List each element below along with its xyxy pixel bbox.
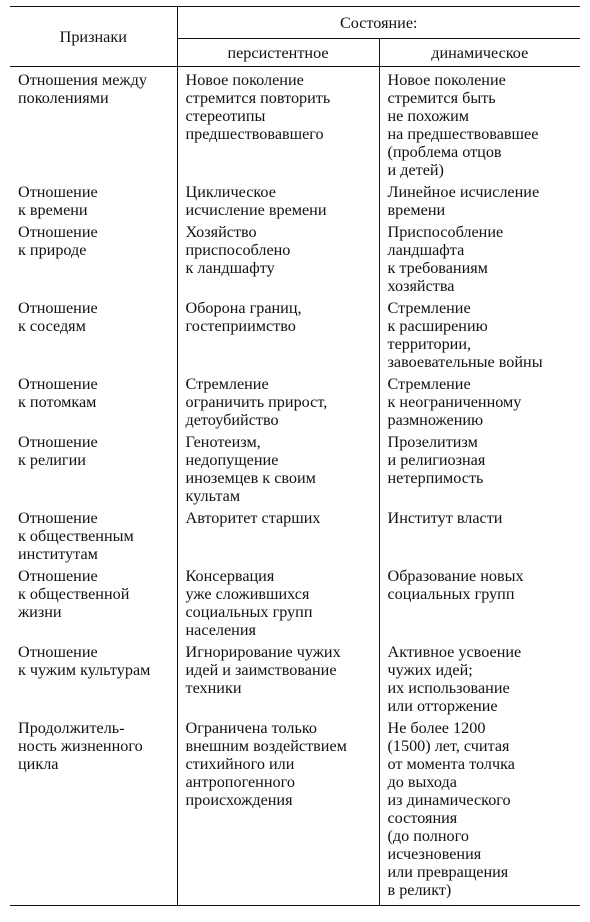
header-dynamic: динамическое xyxy=(379,39,580,67)
cell-text-line: в реликт) xyxy=(387,881,452,899)
cell-text-line: Прозелитизм xyxy=(387,433,478,451)
cell-text-line: к потомкам xyxy=(18,393,97,411)
cell-text-line: антропогенного xyxy=(185,773,295,791)
cell-dynamic xyxy=(379,299,580,375)
cell-persistent xyxy=(177,183,379,223)
cell-text-line: идей и заимствование xyxy=(185,661,337,679)
cell-dynamic xyxy=(379,67,580,184)
table-row xyxy=(10,643,580,719)
cell-sign xyxy=(10,183,177,223)
cell-text-line: Приспособление xyxy=(387,223,504,241)
cell-text-line: к расширению xyxy=(387,317,488,335)
cell-text-line: к соседям xyxy=(18,317,86,335)
cell-dynamic xyxy=(379,719,580,906)
cell-text-line: к общественным xyxy=(18,527,134,545)
cell-text-line: приспособлено xyxy=(185,241,291,259)
cell-sign xyxy=(10,299,177,375)
table-row xyxy=(10,67,580,184)
cell-text-line: на предшествовавшее xyxy=(387,125,539,143)
cell-sign xyxy=(10,223,177,299)
cell-text-line: размножению xyxy=(387,411,484,429)
cell-text-line: Новое поколение xyxy=(387,71,506,89)
cell-text-line: детоубийство xyxy=(185,411,279,429)
cell-text-line: (проблема отцов xyxy=(387,143,502,161)
cell-sign xyxy=(10,719,177,906)
cell-text-line: Консервация xyxy=(185,567,275,585)
cell-text-line: Циклическое xyxy=(185,183,276,201)
cell-text-line: до выхода xyxy=(387,773,457,791)
cell-text-line: Не более 1200 xyxy=(387,719,486,737)
cell-sign xyxy=(10,67,177,184)
table-row xyxy=(10,509,580,567)
cell-text-line: к природе xyxy=(18,241,87,259)
table-body xyxy=(10,67,580,906)
cell-text-line: исчисление времени xyxy=(185,201,327,219)
cell-text-line: Отношение xyxy=(18,509,98,527)
cell-text-line: происхождения xyxy=(185,791,293,809)
cell-text-line: цикла xyxy=(18,755,59,773)
cell-text-line: поколениями xyxy=(18,89,109,107)
cell-text-line: Институт власти xyxy=(387,509,503,527)
cell-text-line: Отношение xyxy=(18,183,98,201)
cell-text-line: гостеприимство xyxy=(185,317,296,335)
cell-text-line: стремится повторить xyxy=(185,89,331,107)
cell-dynamic xyxy=(379,375,580,433)
cell-text-line: времени xyxy=(387,201,446,219)
table-row xyxy=(10,375,580,433)
cell-dynamic xyxy=(379,433,580,509)
cell-text-line: Активное усвоение xyxy=(387,643,522,661)
cell-text-line: Образование новых xyxy=(387,567,524,585)
cell-text-line: Отношение xyxy=(18,567,98,585)
table-row xyxy=(10,183,580,223)
header-persistent: персистентное xyxy=(177,39,379,67)
cell-text-line: их использование xyxy=(387,679,510,697)
cell-text-line: внешним воздействием xyxy=(185,737,347,755)
cell-text-line: ность жизненного xyxy=(18,737,143,755)
cell-text-line: территории, xyxy=(387,335,472,353)
cell-text-line: уже сложившихся xyxy=(185,585,310,603)
cell-dynamic xyxy=(379,567,580,643)
cell-text-line: к чужим культурам xyxy=(18,661,151,679)
cell-text-line: к неограниченному xyxy=(387,393,522,411)
cell-text-line: Оборона границ, xyxy=(185,299,302,317)
cell-text-line: недопущение xyxy=(185,451,279,469)
cell-text-line: к общественной xyxy=(18,585,130,603)
cell-text-line: жизни xyxy=(18,603,62,621)
cell-persistent xyxy=(177,643,379,719)
table-row xyxy=(10,299,580,375)
cell-persistent xyxy=(177,223,379,299)
cell-dynamic xyxy=(379,223,580,299)
cell-dynamic xyxy=(379,183,580,223)
cell-text-line: Новое поколение xyxy=(185,71,304,89)
cell-text-line: институтам xyxy=(18,545,98,563)
cell-text-line: к религии xyxy=(18,451,86,469)
cell-sign xyxy=(10,567,177,643)
cell-text-line: Отношения между xyxy=(18,71,147,89)
table-row xyxy=(10,719,580,906)
cell-text-line: Ограничена только xyxy=(185,719,317,737)
cell-text-line: предшествовавшего xyxy=(185,125,324,143)
cell-text-line: Стремление xyxy=(185,375,269,393)
cell-text-line: населения xyxy=(185,621,256,639)
cell-text-line: Продолжитель- xyxy=(18,719,125,737)
cell-text-line: Отношение xyxy=(18,433,98,451)
cell-text-line: социальных групп xyxy=(185,603,313,621)
cell-text-line: стереотипы xyxy=(185,107,266,125)
cell-text-line: Отношение xyxy=(18,375,98,393)
cell-text-line: стремится быть xyxy=(387,89,496,107)
cell-persistent xyxy=(177,719,379,906)
cell-dynamic xyxy=(379,509,580,567)
cell-text-line: социальных групп xyxy=(387,585,515,603)
cell-text-line: Отношение xyxy=(18,299,98,317)
header-state: Состояние: xyxy=(177,7,580,39)
cell-text-line: Линейное исчисление xyxy=(387,183,540,201)
cell-dynamic xyxy=(379,643,580,719)
cell-persistent xyxy=(177,567,379,643)
cell-text-line: нетерпимость xyxy=(387,469,484,487)
cell-text-line: Стремление xyxy=(387,299,471,317)
table-header xyxy=(10,7,580,67)
cell-text-line: (1500) лет, считая xyxy=(387,737,510,755)
cell-text-line: Отношение xyxy=(18,643,98,661)
cell-text-line: или превращения xyxy=(387,863,509,881)
table-row xyxy=(10,567,580,643)
table-row xyxy=(10,433,580,509)
cell-persistent xyxy=(177,375,379,433)
cell-text-line: ландшафта xyxy=(387,241,465,259)
cell-persistent xyxy=(177,433,379,509)
cell-text-line: Авторитет старших xyxy=(185,509,321,527)
cell-text-line: хозяйства xyxy=(387,277,455,295)
cell-text-line: ограничить прирост, xyxy=(185,393,328,411)
cell-text-line: состояния xyxy=(387,809,458,827)
cell-text-line: (до полного xyxy=(387,827,469,845)
cell-text-line: Генотеизм, xyxy=(185,433,261,451)
cell-text-line: исчезновения xyxy=(387,845,482,863)
cell-text-line: техники xyxy=(185,679,242,697)
cell-text-line: культам xyxy=(185,487,241,505)
cell-sign xyxy=(10,509,177,567)
cell-text-line: чужих идей; xyxy=(387,661,473,679)
cell-text-line: не похожим xyxy=(387,107,470,125)
cell-text-line: Игнорирование чужих xyxy=(185,643,341,661)
cell-text-line: из динамического xyxy=(387,791,511,809)
cell-sign xyxy=(10,643,177,719)
cell-text-line: или отторжение xyxy=(387,697,498,715)
cell-text-line: Стремление xyxy=(387,375,471,393)
cell-sign xyxy=(10,433,177,509)
cell-text-line: к ландшафту xyxy=(185,259,275,277)
cell-persistent xyxy=(177,509,379,567)
cell-text-line: иноземцев к своим xyxy=(185,469,316,487)
comparison-table xyxy=(10,6,580,906)
cell-text-line: и религиозная xyxy=(387,451,486,469)
cell-text-line: Отношение xyxy=(18,223,98,241)
cell-text-line: стихийного или xyxy=(185,755,295,773)
cell-text-line: Хозяйство xyxy=(185,223,257,241)
cell-text-line: к времени xyxy=(18,201,88,219)
cell-persistent xyxy=(177,67,379,184)
cell-persistent xyxy=(177,299,379,375)
header-signs: Признаки xyxy=(10,7,177,67)
cell-sign xyxy=(10,375,177,433)
cell-text-line: и детей) xyxy=(387,161,444,179)
cell-text-line: завоевательные войны xyxy=(387,353,543,371)
cell-text-line: от момента толчка xyxy=(387,755,515,773)
cell-text-line: к требованиям xyxy=(387,259,488,277)
table-row xyxy=(10,223,580,299)
